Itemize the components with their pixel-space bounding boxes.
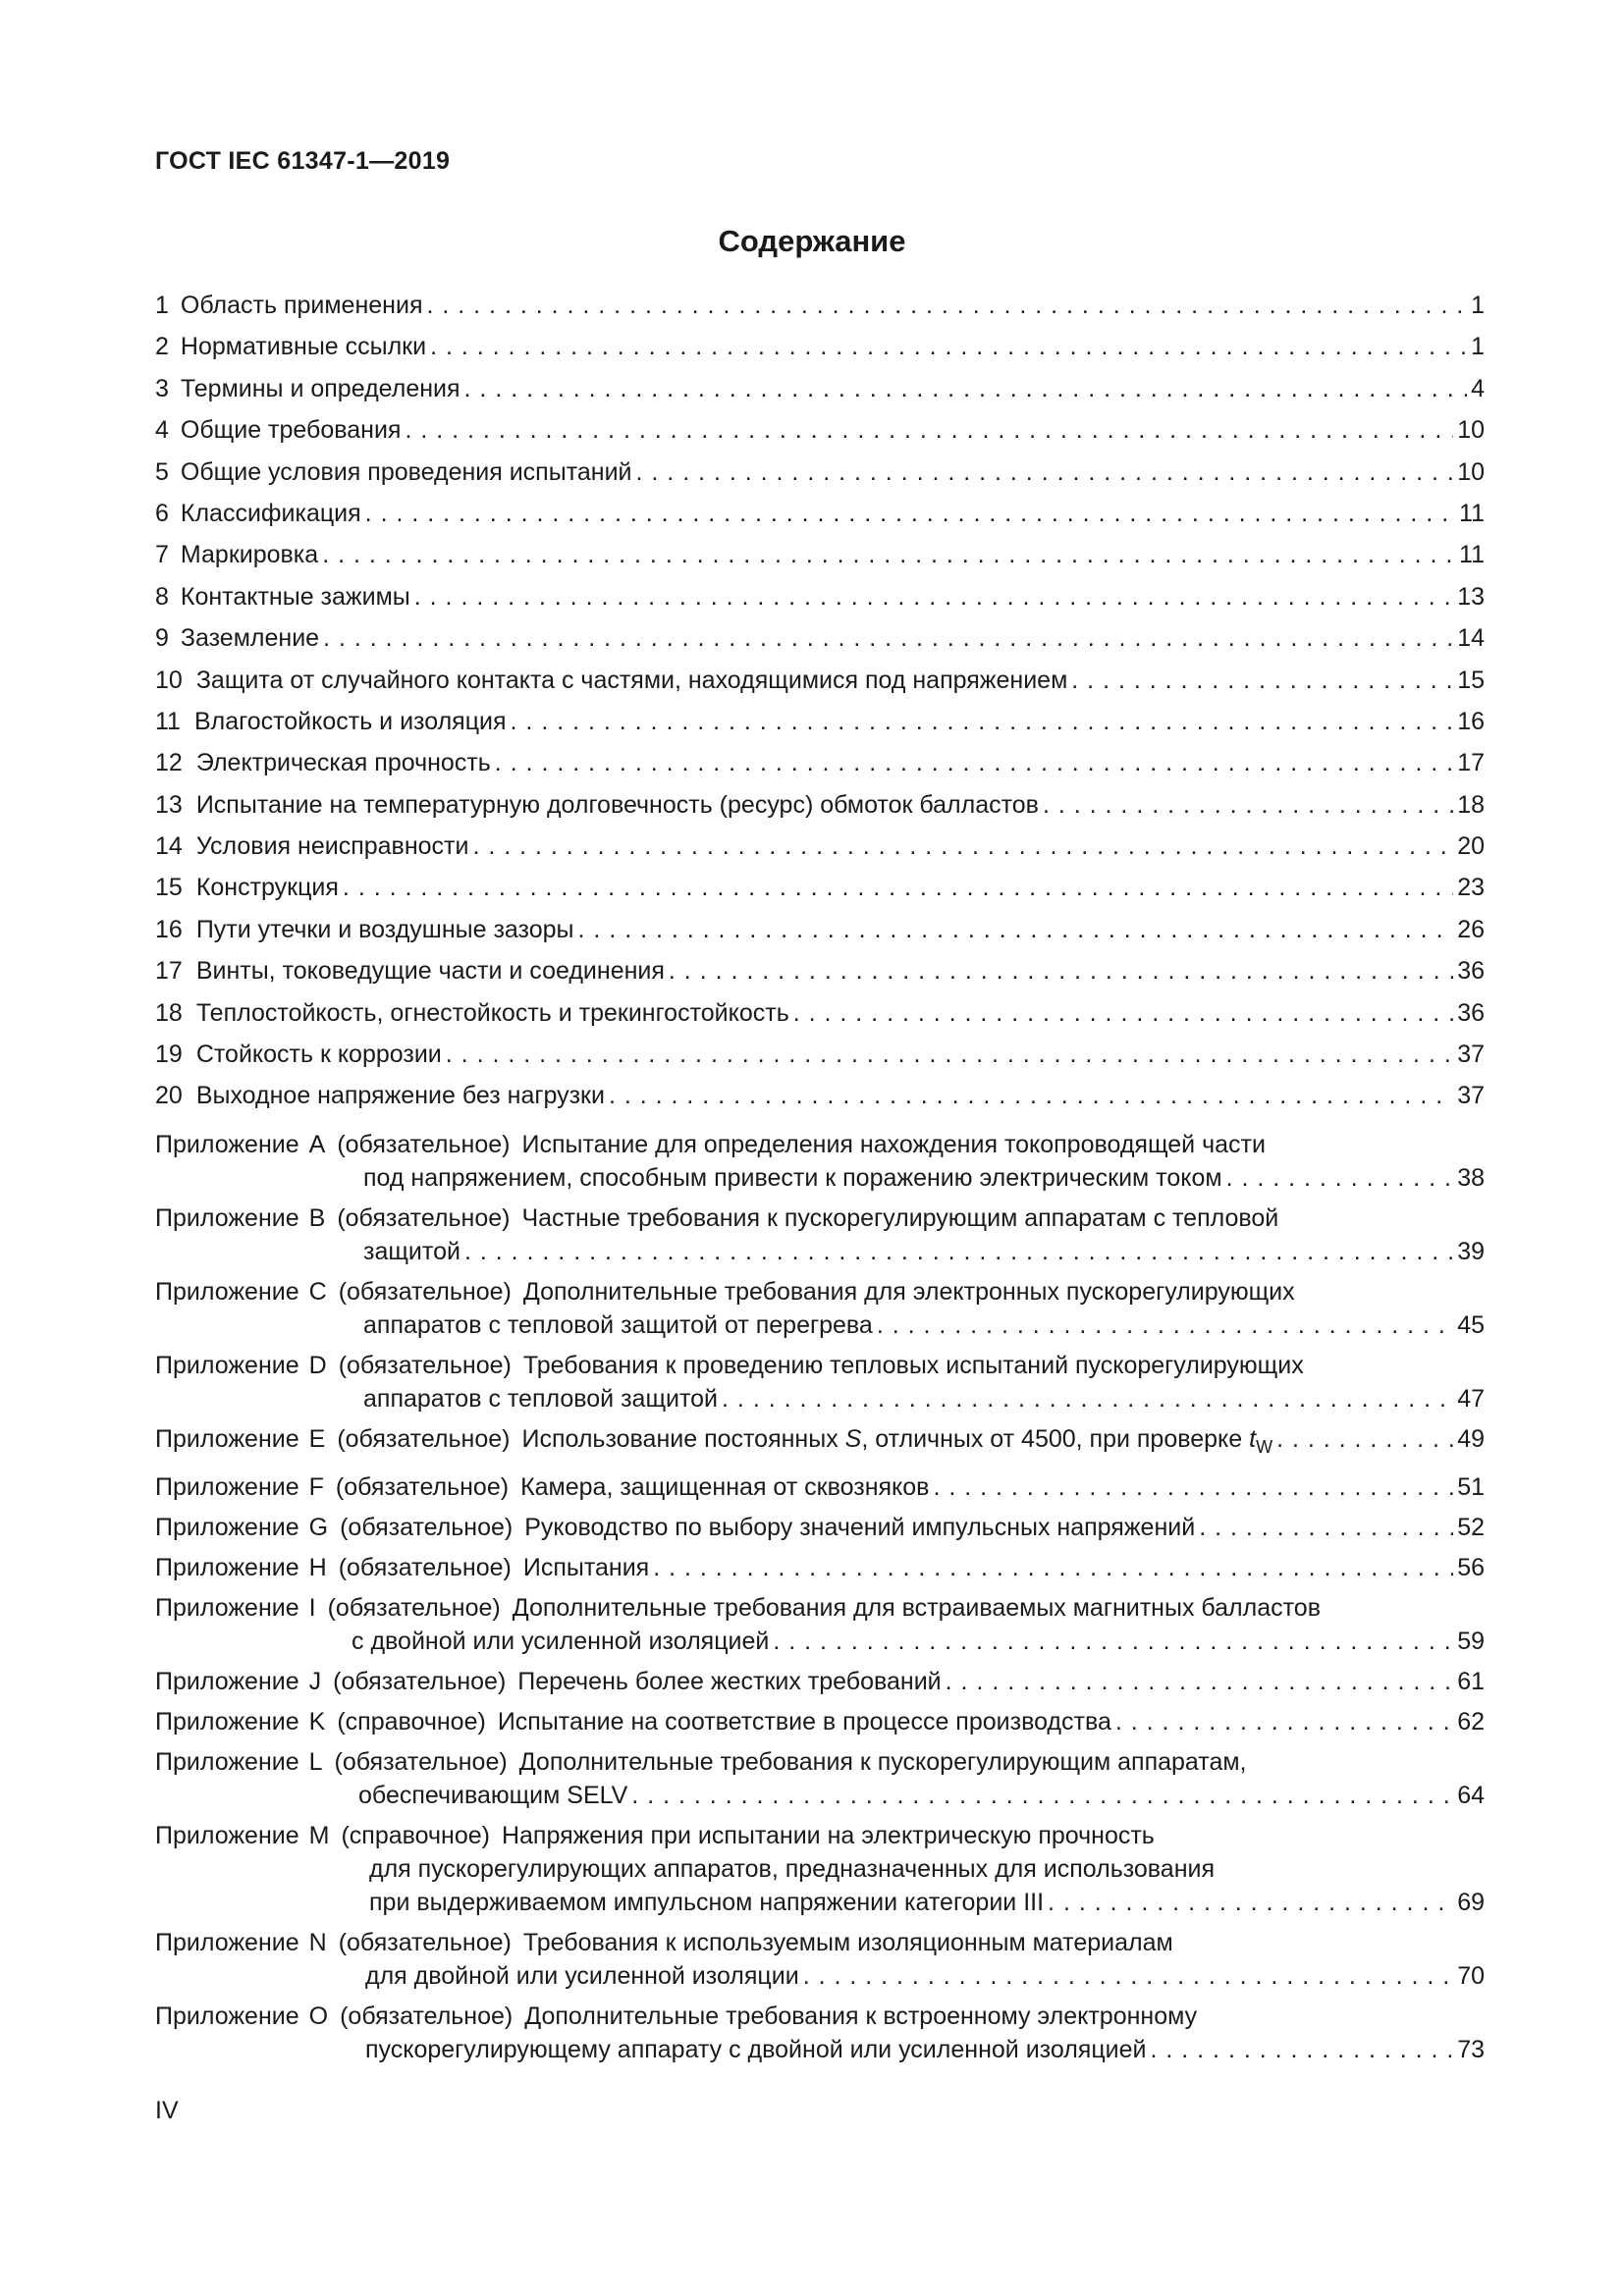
toc-entry <box>155 580 1485 621</box>
appendix-page: 70 <box>1457 1961 1485 1990</box>
toc-entry <box>155 289 1485 330</box>
appendix-line <box>155 2000 1485 2033</box>
appendix-continuation-line <box>155 1625 1485 1658</box>
appendix-title-text: Использование постоянных <box>521 1424 845 1453</box>
appendix-entry <box>155 1268 1485 1342</box>
toc-entry-number: 18 <box>155 998 183 1027</box>
appendix-kind: (обязательное) <box>337 1130 511 1158</box>
toc-entry <box>155 538 1485 579</box>
appendix-kind: (справочное) <box>341 1821 490 1849</box>
dot-leader <box>472 829 1453 863</box>
toc-entry-title: Общие требования <box>180 416 402 445</box>
appendix-continuation-line <box>155 2033 1485 2066</box>
appendix-kind: (обязательное) <box>338 1277 512 1306</box>
toc-entry-page: 4 <box>1471 374 1485 402</box>
dot-leader <box>669 954 1453 988</box>
appendix-entry <box>155 1738 1485 1812</box>
toc-entry-page: 10 <box>1457 457 1485 486</box>
appendix-kind: (обязательное) <box>338 1351 512 1379</box>
toc-entry <box>155 954 1485 995</box>
toc-entry-line <box>155 913 1485 946</box>
appendix-kind: (обязательное) <box>338 1928 512 1956</box>
appendix-entry <box>155 1464 1485 1504</box>
appendix-label: Приложение <box>155 1203 299 1232</box>
appendix-title: Требования к используемым изоляционным материалам <box>522 1928 1173 1956</box>
toc-entry-title: Заземление <box>180 624 320 653</box>
appendix-letter: K <box>308 1707 326 1735</box>
appendix-title-subscript: W <box>1256 1436 1273 1457</box>
appendix-title-var: t <box>1249 1424 1257 1453</box>
toc-entry-title: Электрическая прочность <box>195 749 491 777</box>
appendix-letter: I <box>308 1593 316 1622</box>
toc-title: Содержание <box>718 224 906 258</box>
dot-leader <box>1071 664 1453 697</box>
toc-entry <box>155 705 1485 746</box>
appendix-label: Приложение <box>155 2002 299 2030</box>
toc-entry-title: Условия неисправности <box>195 832 469 861</box>
appendix-entry <box>155 1698 1485 1738</box>
appendix-page: 38 <box>1457 1163 1485 1192</box>
appendix-title: Дополнительные требования для встраиваемых магнитных балластов <box>512 1593 1321 1622</box>
appendix-kind: (обязательное) <box>340 1513 514 1541</box>
dot-leader <box>1048 1886 1453 1919</box>
toc-entry-line <box>155 664 1485 697</box>
toc-entry-number: 20 <box>155 1082 183 1110</box>
toc-entry <box>155 996 1485 1038</box>
toc-entry-title: Конструкция <box>195 874 339 902</box>
toc-entry <box>155 372 1485 413</box>
toc-entry-line <box>155 580 1485 614</box>
appendix-line <box>155 1349 1485 1382</box>
appendix-page: 59 <box>1457 1627 1485 1655</box>
toc-entry-line <box>155 1079 1485 1112</box>
toc-entry <box>155 621 1485 663</box>
appendix-title: Испытание на соответствие в процессе производства <box>497 1707 1111 1735</box>
toc-entry-page: 36 <box>1457 957 1485 986</box>
appendix-kind: (обязательное) <box>338 1553 512 1581</box>
appendix-title-continued: пускорегулирующему аппарату с двойной или усиленной изоляцией <box>365 2035 1147 2063</box>
toc-entry-page: 15 <box>1457 666 1485 694</box>
appendix-kind: (справочное) <box>337 1707 486 1735</box>
appendix-label: Приложение <box>155 1351 299 1379</box>
toc-entry-page: 11 <box>1459 499 1485 527</box>
appendix-letter: H <box>308 1553 327 1581</box>
toc-entry-title: Влагостойкость и изоляция <box>193 707 507 735</box>
appendix-title: Руководство по выбору значений импульсных напряжений <box>524 1513 1196 1541</box>
appendix-line <box>155 1201 1485 1235</box>
toc-entry-line <box>155 289 1485 322</box>
toc-entry-page: 26 <box>1457 915 1485 943</box>
toc-entry-page: 23 <box>1457 874 1485 902</box>
appendix-label: Приложение <box>155 1593 299 1622</box>
dot-leader <box>1115 1705 1453 1738</box>
toc-entry-line <box>155 538 1485 571</box>
toc-entry-title: Винты, токоведущие части и соединения <box>195 957 665 986</box>
dot-leader <box>1276 1422 1453 1456</box>
toc-entry-number: 3 <box>155 374 169 402</box>
toc-entry-line <box>155 372 1485 405</box>
toc-entry-line <box>155 746 1485 779</box>
dot-leader <box>430 330 1467 363</box>
toc-entry <box>155 829 1485 871</box>
toc-entry-title: Пути утечки и воздушные зазоры <box>195 915 574 943</box>
toc-entry-page: 20 <box>1457 832 1485 861</box>
appendix-title-continued: обеспечивающим SELV <box>358 1781 628 1809</box>
appendix-letter: O <box>308 2002 329 2030</box>
toc-entry <box>155 913 1485 954</box>
appendix-label: Приложение <box>155 1821 299 1849</box>
toc-entry-page: 17 <box>1457 749 1485 777</box>
appendix-letter: D <box>308 1351 327 1379</box>
appendix-title <box>521 1422 1272 1464</box>
appendix-entry <box>155 1504 1485 1544</box>
appendix-kind: (обязательное) <box>327 1593 501 1622</box>
appendix-label: Приложение <box>155 1424 299 1453</box>
table-of-contents <box>155 289 1485 2066</box>
toc-entry-title: Теплостойкость, огнестойкость и трекингостойкость <box>195 998 789 1027</box>
appendix-page: 62 <box>1457 1707 1485 1735</box>
toc-entry-number: 2 <box>155 333 169 361</box>
appendix-line <box>155 1128 1485 1161</box>
appendix-label: Приложение <box>155 1707 299 1735</box>
toc-entry-line <box>155 788 1485 822</box>
toc-entry-title: Выходное напряжение без нагрузки <box>195 1082 605 1110</box>
toc-entry <box>155 413 1485 454</box>
toc-sections <box>155 289 1485 1121</box>
toc-entry <box>155 871 1485 912</box>
appendix-line <box>155 1551 1485 1584</box>
appendix-continuation-line <box>155 1308 1485 1342</box>
dot-leader <box>636 455 1454 489</box>
appendix-title-continued: с двойной или усиленной изоляцией <box>352 1627 770 1655</box>
appendix-label: Приложение <box>155 1513 299 1541</box>
appendix-title: Перечень более жестких требований <box>517 1667 942 1695</box>
dot-leader <box>495 746 1453 779</box>
appendix-title-continued: защитой <box>363 1237 460 1265</box>
toc-entry-page: 13 <box>1457 582 1485 611</box>
toc-entry-title: Испытание на температурную долговечность (ресурс) обмоток балластов <box>195 790 1039 819</box>
appendix-entry <box>155 1342 1485 1415</box>
appendix-title: Испытание для определения нахождения токопроводящей части <box>521 1130 1266 1158</box>
dot-leader <box>1226 1161 1454 1195</box>
appendix-line <box>155 1745 1485 1779</box>
standard-code: ГОСТ IEC 61347-1—2019 <box>155 147 451 175</box>
appendix-entry <box>155 1919 1485 1993</box>
toc-entry-page: 1 <box>1471 292 1485 319</box>
appendix-letter: L <box>308 1747 323 1776</box>
toc-entry-line <box>155 871 1485 904</box>
toc-entry-number: 9 <box>155 624 169 653</box>
appendix-page: 39 <box>1457 1237 1485 1265</box>
toc-entry-title: Общие условия проведения испытаний <box>180 457 632 486</box>
toc-entry <box>155 330 1485 371</box>
appendix-letter: G <box>308 1513 329 1541</box>
toc-entry-line <box>155 954 1485 988</box>
toc-entry-number: 15 <box>155 874 183 902</box>
dot-leader <box>464 372 1468 405</box>
toc-entry-number: 14 <box>155 832 183 861</box>
appendix-page: 56 <box>1457 1553 1485 1581</box>
appendix-page: 52 <box>1457 1513 1485 1541</box>
appendix-entry <box>155 1121 1485 1195</box>
appendix-entry <box>155 1584 1485 1658</box>
appendix-kind: (обязательное) <box>340 2002 514 2030</box>
appendix-entry <box>155 1993 1485 2066</box>
toc-entry-line <box>155 330 1485 363</box>
appendix-title-continued: при выдерживаемом импульсном напряжении категории III <box>369 1888 1045 1916</box>
toc-entry-title: Область применения <box>180 292 423 319</box>
toc-entry-number: 17 <box>155 957 183 986</box>
toc-entry-page: 1 <box>1471 333 1485 361</box>
appendix-continuation-line <box>155 1161 1485 1195</box>
toc-entry-number: 7 <box>155 541 169 569</box>
toc-entry-number: 10 <box>155 666 183 694</box>
toc-entry-page: 36 <box>1457 998 1485 1027</box>
toc-entry <box>155 455 1485 497</box>
appendix-kind: (обязательное) <box>334 1747 508 1776</box>
dot-leader <box>609 1079 1453 1112</box>
dot-leader <box>803 1959 1454 1993</box>
toc-entry-number: 12 <box>155 749 183 777</box>
toc-entry-number: 5 <box>155 457 169 486</box>
page-number: IV <box>155 2097 179 2124</box>
appendix-kind: (обязательное) <box>333 1667 507 1695</box>
dot-leader <box>722 1382 1453 1415</box>
toc-entry-line <box>155 996 1485 1030</box>
dot-leader <box>773 1625 1453 1658</box>
appendix-title: Частные требования к пускорегулирующим аппаратам с тепловой <box>521 1203 1279 1232</box>
dot-leader <box>793 996 1453 1030</box>
dot-leader <box>446 1038 1453 1071</box>
toc-entry-page: 14 <box>1457 624 1485 653</box>
toc-entry-line <box>155 455 1485 489</box>
appendix-title: Требования к проведению тепловых испытаний пускорегулирующих <box>522 1351 1304 1379</box>
appendix-line <box>155 1511 1485 1544</box>
dot-leader <box>1199 1511 1453 1544</box>
appendix-title: Камера, защищенная от сквозняков <box>520 1472 930 1501</box>
appendix-continuation-line <box>155 1886 1485 1919</box>
toc-entry-title: Контактные зажимы <box>180 582 410 611</box>
appendix-entry <box>155 1658 1485 1698</box>
toc-entry <box>155 497 1485 538</box>
appendix-title-continued: аппаратов с тепловой защитой от перегрева <box>363 1310 873 1339</box>
appendix-letter: F <box>308 1472 324 1501</box>
appendix-label: Приложение <box>155 1130 299 1158</box>
toc-entry-line <box>155 413 1485 447</box>
dot-leader <box>511 705 1454 738</box>
appendix-page: 64 <box>1457 1781 1485 1809</box>
appendix-continuation-line <box>155 1959 1485 1993</box>
dot-leader <box>631 1779 1453 1812</box>
appendix-line <box>155 1705 1485 1738</box>
appendix-letter: M <box>308 1821 330 1849</box>
appendix-title-continued: для двойной или усиленной изоляции <box>365 1961 799 1990</box>
dot-leader <box>405 413 1453 447</box>
toc-entry <box>155 1038 1485 1079</box>
appendix-label: Приложение <box>155 1472 299 1501</box>
toc-entry-line <box>155 705 1485 738</box>
toc-entry-page: 37 <box>1457 1082 1485 1110</box>
appendix-letter: E <box>308 1424 326 1453</box>
toc-entry-line <box>155 1038 1485 1071</box>
toc-entry-title: Маркировка <box>180 541 319 569</box>
appendix-letter: J <box>308 1667 322 1695</box>
appendix-kind: (обязательное) <box>335 1472 510 1501</box>
appendix-page: 51 <box>1457 1472 1485 1501</box>
appendix-title: Дополнительные требования к встроенному электронному <box>524 2002 1198 2030</box>
appendix-entry <box>155 1544 1485 1584</box>
appendix-title: Испытания <box>522 1553 650 1581</box>
appendix-page: 47 <box>1457 1384 1485 1413</box>
appendix-title-var: S <box>844 1424 862 1453</box>
toc-entry-page: 16 <box>1457 707 1485 735</box>
toc-entry-page: 10 <box>1457 416 1485 445</box>
toc-entry-number: 1 <box>155 292 169 319</box>
dot-leader <box>877 1308 1453 1342</box>
dot-leader <box>578 913 1454 946</box>
dot-leader <box>933 1470 1453 1504</box>
appendix-title-text: , отличных от 4500, при проверке <box>861 1424 1250 1453</box>
appendix-letter: N <box>308 1928 327 1956</box>
toc-entry-title: Нормативные ссылки <box>180 333 427 361</box>
dot-leader <box>426 289 1467 322</box>
appendix-label: Приложение <box>155 1553 299 1581</box>
dot-leader <box>414 580 1453 614</box>
appendix-page: 61 <box>1457 1667 1485 1695</box>
appendix-letter: A <box>308 1130 326 1158</box>
dot-leader <box>365 497 1455 530</box>
toc-entry-number: 13 <box>155 790 183 819</box>
toc-entry-number: 8 <box>155 582 169 611</box>
appendix-label: Приложение <box>155 1928 299 1956</box>
appendix-continuation-line <box>155 1779 1485 1812</box>
appendix-label: Приложение <box>155 1277 299 1306</box>
appendix-label: Приложение <box>155 1747 299 1776</box>
toc-entry <box>155 788 1485 829</box>
toc-entry-title: Термины и определения <box>180 374 460 402</box>
appendix-continuation-line <box>155 1235 1485 1268</box>
appendix-line <box>155 1926 1485 1959</box>
appendix-continuation-line <box>155 1852 1485 1886</box>
appendix-entry <box>155 1415 1485 1464</box>
dot-leader <box>946 1665 1454 1698</box>
appendix-title: Напряжения при испытании на электрическую прочность <box>501 1821 1155 1849</box>
appendix-title-continued: аппаратов с тепловой защитой <box>363 1384 719 1413</box>
toc-entry-number: 11 <box>155 707 181 735</box>
appendix-line <box>155 1275 1485 1308</box>
dot-leader <box>464 1235 1453 1268</box>
toc-entry-title: Защита от случайного контакта с частями, находящимися под напряжением <box>195 666 1068 694</box>
appendix-line <box>155 1665 1485 1698</box>
appendix-page: 73 <box>1457 2035 1485 2063</box>
appendix-letter: C <box>308 1277 327 1306</box>
toc-entry-page: 37 <box>1457 1041 1485 1069</box>
appendix-page: 69 <box>1457 1888 1485 1916</box>
appendix-line <box>155 1470 1485 1504</box>
appendix-letter: B <box>308 1203 326 1232</box>
appendix-page: 49 <box>1457 1424 1485 1453</box>
appendix-kind: (обязательное) <box>337 1424 511 1453</box>
appendix-title: Дополнительные требования для электронных пускорегулирующих <box>522 1277 1295 1306</box>
toc-entry-title: Классификация <box>180 499 361 527</box>
toc-appendices <box>155 1121 1485 2066</box>
dot-leader <box>1043 788 1453 822</box>
appendix-line <box>155 1591 1485 1625</box>
appendix-line <box>155 1819 1485 1852</box>
dot-leader <box>323 621 1453 655</box>
dot-leader <box>343 871 1453 904</box>
toc-entry-line <box>155 497 1485 530</box>
appendix-title-continued: под напряжением, способным привести к поражению электрическим током <box>363 1163 1222 1192</box>
toc-entry-page: 11 <box>1459 541 1485 569</box>
dot-leader <box>1150 2033 1453 2066</box>
appendix-continuation-line <box>155 1382 1485 1415</box>
toc-entry-line <box>155 829 1485 863</box>
appendix-title-continued: для пускорегулирующих аппаратов, предназначенных для использования <box>369 1854 1216 1883</box>
appendix-kind: (обязательное) <box>337 1203 511 1232</box>
toc-entry <box>155 1079 1485 1120</box>
toc-entry-title: Стойкость к коррозии <box>195 1041 442 1069</box>
toc-entry-page: 18 <box>1457 790 1485 819</box>
toc-entry-number: 6 <box>155 499 169 527</box>
appendix-entry <box>155 1812 1485 1919</box>
dot-leader <box>653 1551 1453 1584</box>
appendix-title: Дополнительные требования к пускорегулирующим аппаратам, <box>518 1747 1247 1776</box>
dot-leader <box>322 538 1455 571</box>
toc-entry-number: 19 <box>155 1041 183 1069</box>
appendix-line <box>155 1422 1485 1464</box>
appendix-entry <box>155 1195 1485 1268</box>
toc-entry-number: 4 <box>155 416 169 445</box>
toc-entry-number: 16 <box>155 915 183 943</box>
appendix-label: Приложение <box>155 1667 299 1695</box>
toc-entry-line <box>155 621 1485 655</box>
appendix-page: 45 <box>1457 1310 1485 1339</box>
toc-entry <box>155 746 1485 787</box>
toc-entry <box>155 664 1485 705</box>
